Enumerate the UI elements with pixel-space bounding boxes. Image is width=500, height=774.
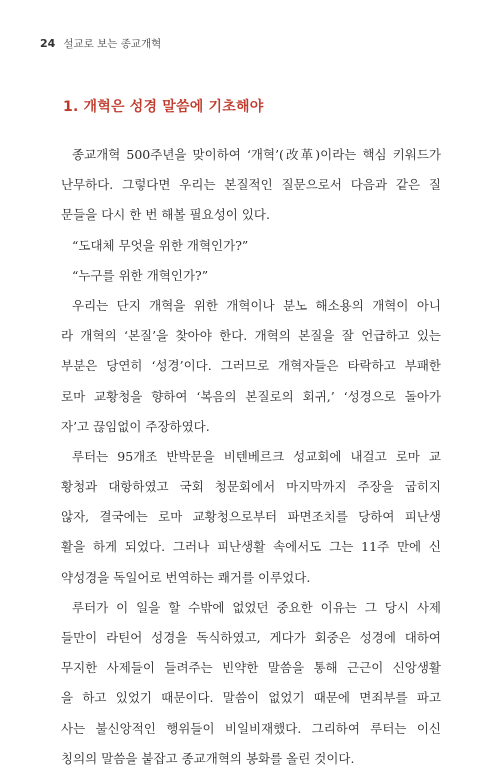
paragraph-line: 들만이 라틴어 성경을 독식하였고, 게다가 회중은 성경에 대하여 bbox=[61, 630, 441, 645]
paragraph-line: 부분은 당연히 ‘성경’이다. 그러므로 개혁자들은 타락하고 부패한 bbox=[61, 358, 441, 374]
paragraph-line: 자’고 끊임없이 주장하였다. bbox=[61, 418, 210, 434]
paragraph-line: 사는 불신앙적인 행위들이 비일비재했다. 그리하여 루터는 이신 bbox=[61, 720, 441, 736]
page-number: 24 bbox=[40, 37, 56, 50]
paragraph-line: 난무하다. 그렇다면 우리는 본질적인 질문으로서 다음과 같은 질 bbox=[61, 177, 441, 193]
paragraph-line: 을 하고 있었기 때문이다. 말씀이 없었기 때문에 면죄부를 파고 bbox=[61, 690, 441, 706]
section-heading: 1. 개혁은 성경 말씀에 기초해야 bbox=[63, 99, 264, 115]
paragraph-line: 문들을 다시 한 번 해볼 필요성이 있다. bbox=[61, 207, 270, 223]
body-text bbox=[61, 140, 441, 774]
running-header bbox=[40, 36, 161, 52]
quote-line: “누구를 위한 개혁인가?” bbox=[72, 267, 209, 283]
paragraph-line: 루터는 95개조 반박문을 비텐베르크 성교회에 내걸고 로마 교 bbox=[72, 448, 441, 464]
paragraph-line: 로마 교황청을 향하여 ‘복음의 본질로의 회귀,’ ‘성경으로 돌아가 bbox=[61, 388, 441, 404]
paragraph-line: 활을 하게 되었다. 그러나 피난생활 속에서도 그는 11주 만에 신 bbox=[61, 539, 441, 555]
paragraph-line: 종교개혁 500주년을 맞이하여 ‘개혁’(改革)이라는 핵심 키워드가 bbox=[72, 147, 441, 162]
paragraph-line: 않자, 결국에는 로마 교황청으로부터 파면조치를 당하여 피난생 bbox=[61, 509, 441, 525]
paragraph-line: 칭의의 말씀을 붙잡고 종교개혁의 봉화를 올린 것이다. bbox=[61, 750, 355, 766]
paragraph-line: 무지한 사제들이 들려주는 빈약한 말씀을 통해 근근이 신앙생활 bbox=[61, 660, 441, 676]
paragraph-line: 우리는 단지 개혁을 위한 개혁이나 분노 해소용의 개혁이 아니 bbox=[72, 297, 441, 313]
book-title: 설교로 보는 종교개혁 bbox=[63, 38, 162, 50]
paragraph-line: 황청과 대항하였고 국회 청문회에서 마지막까지 주장을 굽히지 bbox=[61, 479, 441, 495]
quote-line: “도대체 무엇을 위한 개혁인가?” bbox=[72, 237, 249, 253]
paragraph-line: 약성경을 독일어로 번역하는 쾌거를 이루었다. bbox=[61, 569, 311, 585]
paragraph-line: 라 개혁의 ‘본질’을 찾아야 한다. 개혁의 본질을 잘 언급하고 있는 bbox=[61, 328, 441, 344]
paragraph-line: 루터가 이 일을 할 수밖에 없었던 중요한 이유는 그 당시 사제 bbox=[72, 599, 441, 615]
